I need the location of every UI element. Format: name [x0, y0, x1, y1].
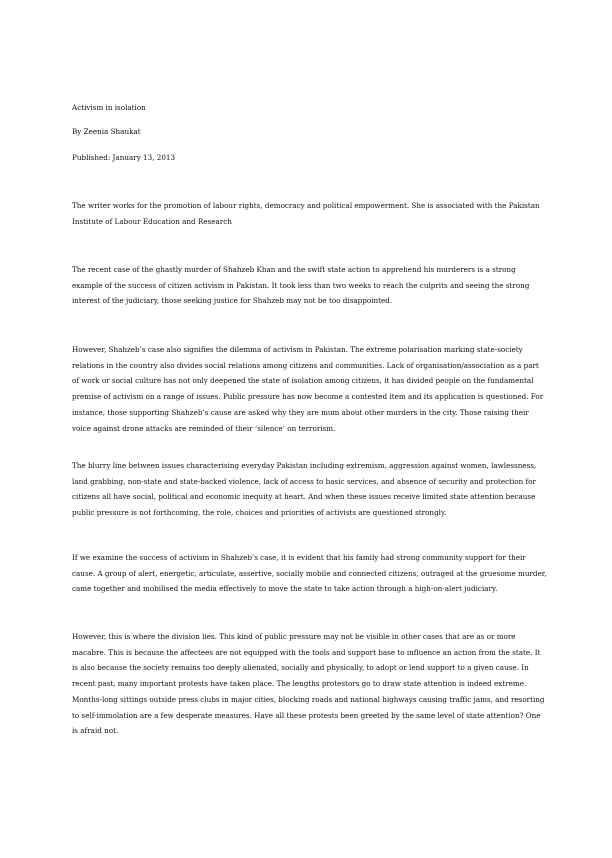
body-paragraph-5: However, this is where the division lies. This kind of public pressure may not be visible in other cases that are as or more macabre. This is because the affectees are not equipped with the tools and support base to influence an action from the state. It is also because the society remains too deeply alienated, socially and physically, to adopt or lend support to a given cause. In recent past, many important protests have taken place. The lengths protestors go to draw state attention is indeed extreme. Months-long sittings outside press clubs in major cities, blocking roads and national highways causing traffic jams, and resorting to self-immolation are a few desperate measures. Have all these protests been greeted by the same level of state attention? One is afraid not. — [72, 632, 545, 736]
author-note-paragraph: The writer works for the promotion of labour rights, democracy and political empowerment. She is associated with the Pakistan Institute of Labour Education and Research — [72, 201, 540, 226]
body-paragraph-1: The recent case of the ghastly murder of Shahzeb Khan and the swift state action to apprehend his murderers is a strong example of the success of citizen activism in Pakistan. It took less than two weeks to reach the culprits and seeing the strong interest of the judiciary, those seeking justice for Shahzeb may not be too disappointed. — [72, 265, 530, 306]
article-title: Activism in isolation — [72, 103, 146, 112]
body-paragraph-4: If we examine the success of activism in Shahzeb’s case, it is evident that his family had strong community support for their cause. A group of alert, energetic, articulate, assertive, socially mobile and connected citizens, outraged at the gruesome murder, came together and mobilised the media effectively to move the state to take action through a high-on-alert judiciary. — [72, 553, 547, 594]
article-byline: By Zeenia Shaukat — [72, 127, 141, 136]
body-paragraph-2: However, Shahzeb’s case also signifies the dilemma of activism in Pakistan. The extreme polarisation marking state-society relations in the country also divides social relations among citizens and communities. Lack of organisation/association as a part of work or social culture has not only deepened the state of isolation among citizens, it has divided people on the fundamental premise of activism on a range of issues. Public pressure has now become a contested item and its application is questioned. For instance, those supporting Shahzeb’s cause are asked why they are mum about other murders in the city. Those raising their voice against drone attacks are reminded of their ‘silence’ on terrorism. — [72, 345, 544, 433]
body-paragraph-3: The blurry line between issues characterising everyday Pakistan including extremism, aggression against women, lawlessness, land grabbing, non-state and state-backed violence, lack of access to basic services, and absence of security and protection for citizens all have social, political and economic inequity at heart. And when these issues receive limited state attention because public pressure is not forthcoming, the role, choices and priorities of activists are questioned strongly. — [72, 461, 537, 518]
article-published-date: Published: January 13, 2013 — [72, 153, 176, 162]
